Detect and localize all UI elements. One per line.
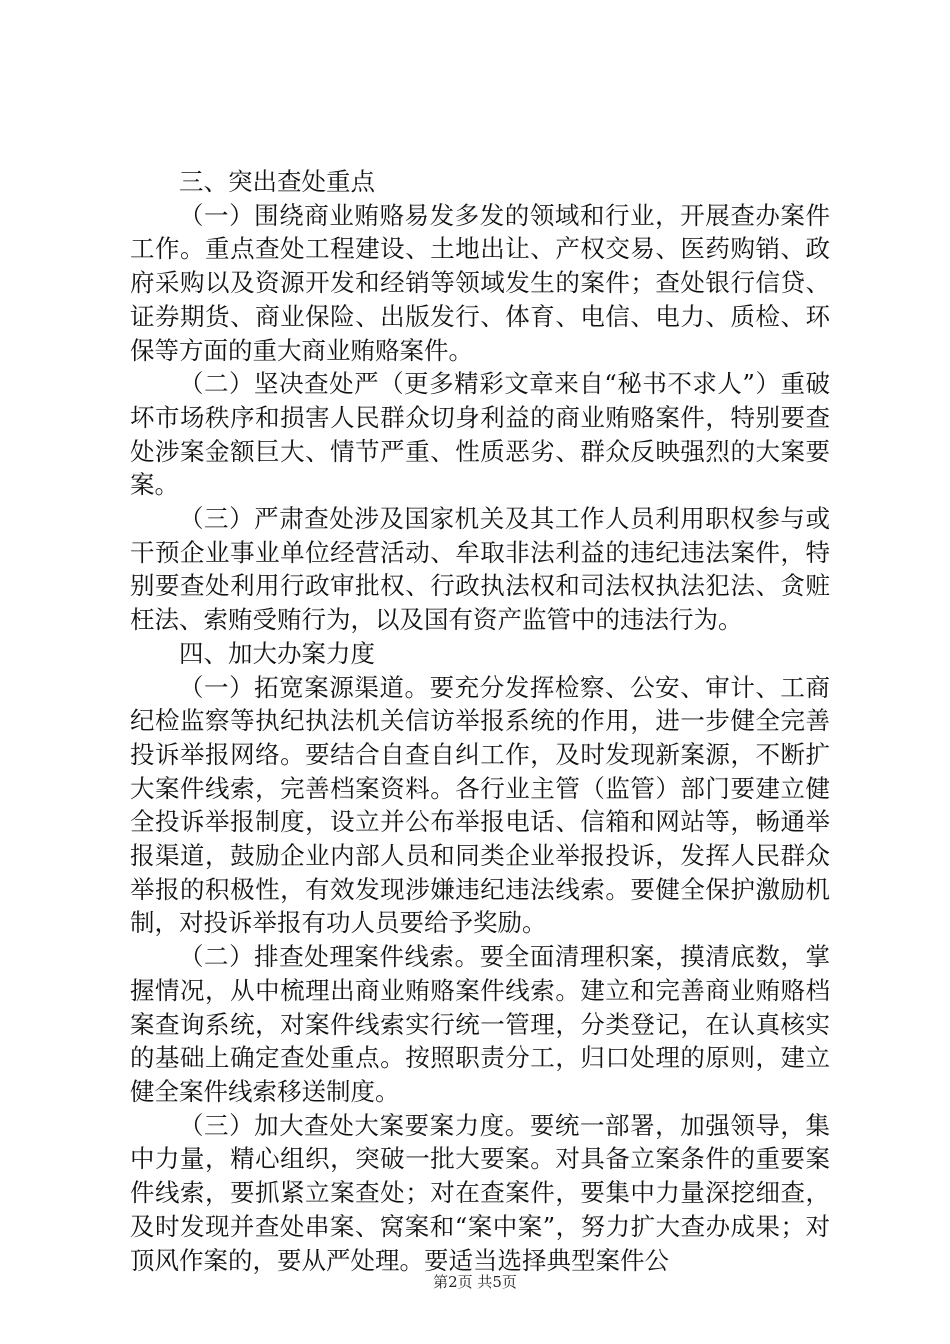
document-body	[130, 165, 830, 1277]
paragraph-3-3: （三）严肃查处涉及国家机关及其工作人员利用职权参与或干预企业事业单位经营活动、牟取非法利益的违纪违法案件，特别要查处利用行政审批权、行政执法权和司法权执法犯法、贪赃枉法、索贿受贿行为，以及国有资产监管中的违法行为。	[130, 504, 830, 635]
section-heading-3: 三、突出查处重点	[179, 167, 375, 196]
paragraph-4-2: （二）排查处理案件线索。要全面清理积案，摸清底数，掌握情况，从中梳理出商业贿赂案件线索。建立和完善商业贿赂档案查询系统，对案件线索实行统一管理，分类登记，在认真核实的基础上确定查处重点。按照职责分工，归口处理的原则，建立健全案件线索移送制度。	[130, 942, 830, 1106]
paragraph-3-1: （一）围绕商业贿赂易发多发的领域和行业，开展查办案件工作。重点查处工程建设、土地出让、产权交易、医药购销、政府采购以及资源开发和经销等领域发生的案件；查处银行信贷、证券期货、商业保险、出版发行、体育、电信、电力、质检、环保等方面的重大商业贿赂案件。	[130, 200, 830, 365]
section-heading-4: 四、加大办案力度	[179, 638, 375, 668]
page-footer: 第2页 共5页	[433, 1273, 517, 1291]
paragraph-4-3: （三）加大查处大案要案力度。要统一部署，加强领导，集中力量，精心组织，突破一批大要案。对具备立案条件的重要案件线索，要抓紧立案查处；对在查案件，要集中力量深挖细查，及时发现并查处串案、窝案和“案中案”，努力扩大查办成果；对顶风作案的，要从严处理。要适当选择典型案件公	[130, 1110, 830, 1275]
paragraph-4-1: （一）拓宽案源渠道。要充分发挥检察、公安、审计、工商纪检监察等执纪执法机关信访举报系统的作用，进一步健全完善投诉举报网络。要结合自查自纠工作，及时发现新案源，不断扩大案件线索，完善档案资料。各行业主管（监管）部门要建立健全投诉举报制度，设立并公布举报电话、信箱和网站等，畅通举报渠道，鼓励企业内部人员和同类企业举报投诉，发挥人民群众举报的积极性，有效发现涉嫌违纪违法线索。要健全保护激励机制，对投诉举报有功人员要给予奖励。	[130, 672, 830, 938]
paragraph-3-2: （二）坚决查处严（更多精彩文章来自“秘书不求人”）重破坏市场秩序和损害人民群众切身利益的商业贿赂案件，特别要查处涉案金额巨大、情节严重、性质恶劣、群众反映强烈的大案要案。	[130, 369, 830, 500]
